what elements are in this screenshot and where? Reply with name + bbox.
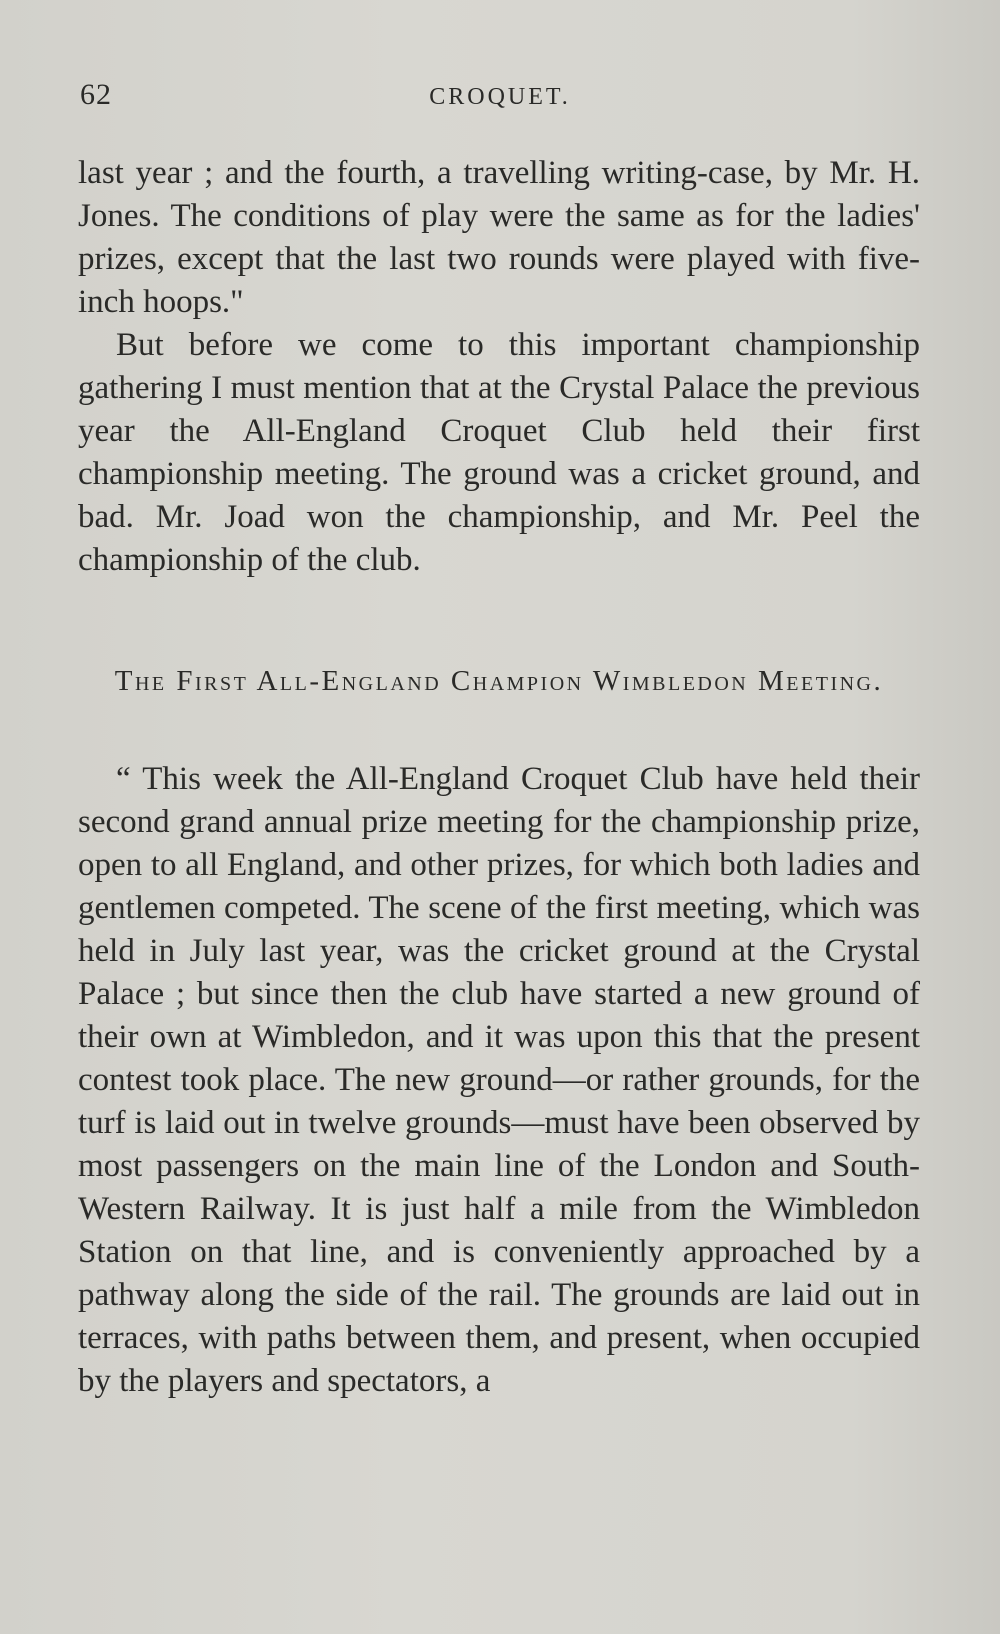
paragraph-quotation: “ This week the All-England Croquet Club have held their second grand annual prize meeting for the championship prize, open to all England, and other prizes, for which both ladies and gentlemen competed. The scene of the first meeting, which was held in July last year, was the cricket ground at the Crystal Palace ; but since then the club have started a new ground of their own at Wimbledon, and it was upon this that the present contest took place. The new ground—or rather grounds, for the turf is laid out in twelve grounds—must have been observed by most passengers on the main line of the London and South-Western Railway. It is just half a mile from the Wimbledon Station on that line, and is conveniently approached by a pathway along the side of the rail. The grounds are laid out in terraces, with paths between them, and present, when occupied by the players and spectators, a bbox=[78, 761, 920, 1399]
section-heading: The First All-England Champion Wimbledon Meeting. bbox=[114, 665, 884, 697]
paragraph-continuation: last year ; and the fourth, a travelling writing-case, by Mr. H. Jones. The conditions of play were the same as for the ladies' prizes, except that the last two rounds were played with five-inch hoops." bbox=[78, 155, 920, 320]
paragraph: But before we come to this important championship gathering I must mention that at the Crystal Palace the previous year the All-England Croquet Club held their first championship meeting. The ground was a cricket ground, and bad. Mr. Joad won the championship, and Mr. Peel the championship of the club. bbox=[78, 327, 920, 578]
running-title: CROQUET. bbox=[429, 84, 571, 110]
text-block-after-heading bbox=[78, 758, 920, 1403]
text-block-before-heading bbox=[78, 152, 920, 582]
page-number: 62 bbox=[80, 78, 112, 111]
